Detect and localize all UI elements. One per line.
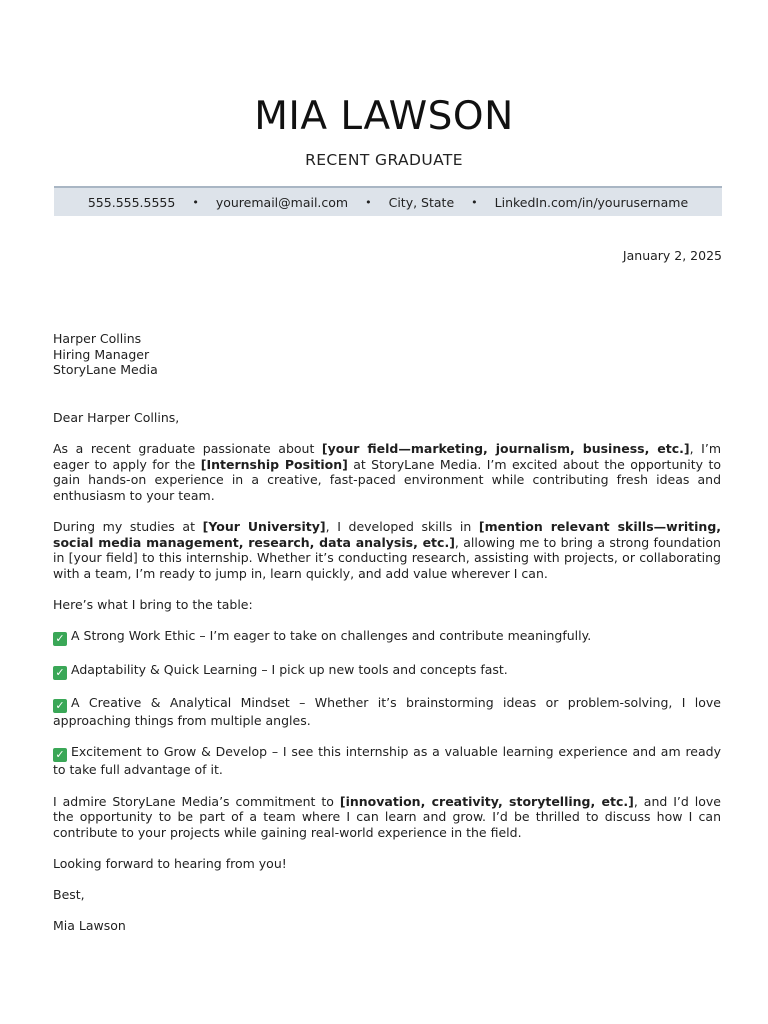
bullet-text: Excitement to Grow & Develop – I see this internship as a valuable learning experience and am ready to take full advantage of it. <box>53 744 721 778</box>
paragraph-intro <box>53 441 721 503</box>
letter-body <box>53 331 721 950</box>
contact-linkedin: LinkedIn.com/in/yourusername <box>494 194 689 210</box>
bullet-text: Adaptability & Quick Learning – I pick up new tools and concepts fast. <box>71 661 508 677</box>
separator-dot: • <box>471 195 478 209</box>
separator-dot: • <box>192 195 199 209</box>
contact-phone: 555.555.5555 <box>87 194 176 210</box>
salutation: Dear Harper Collins, <box>53 409 180 425</box>
paragraph-text: As a recent graduate passionate about <box>53 440 322 456</box>
bullet-text: A Strong Work Ethic – I’m eager to take on challenges and contribute meaningfully. <box>71 628 592 644</box>
checkmark-icon: ✓ <box>53 748 67 762</box>
paragraph-text: During my studies at <box>53 518 203 534</box>
recipient-title: Hiring Manager <box>53 346 150 362</box>
paragraph-text: I admire StoryLane Media’s commitment to <box>53 793 340 809</box>
bullet-item <box>53 744 721 778</box>
paragraph-text: at StoryLane Media. I’m excited about the opportunity to gain hands-on experience in a creative, fast-paced environment while contributing fresh ideas and enthusiasm to your team. <box>53 456 722 503</box>
contact-location: City, State <box>388 194 455 210</box>
bullet-item <box>53 662 721 680</box>
paragraph-text: , I’m eager to apply for the <box>53 440 721 472</box>
contact-email: youremail@mail.com <box>215 194 349 210</box>
bullet-text: A Creative & Analytical Mindset – Whether it’s brainstorming ideas or problem-solving, I love approaching things from multiple angles. <box>53 695 721 729</box>
checkmark-icon: ✓ <box>53 666 67 680</box>
paragraph-text: , allowing me to bring a strong foundation in [your field] to this internship. Whether it’s conducting research, assisting with projects, or collaborating with a team, I’m ready to jump in, learn quickly, and add value wherever I can. <box>53 534 721 581</box>
applicant-role: RECENT GRADUATE <box>305 151 463 169</box>
applicant-name: MIA LAWSON <box>254 94 514 139</box>
recipient-name: Harper Collins <box>53 331 142 346</box>
paragraph-text: , and I’d love the opportunity to be part of a team where I can learn and grow. I’d be thrilled to discuss how I can contribute to your projects while gaining real-world experience in the field. <box>53 793 721 840</box>
placeholder-university: [Your University] <box>202 518 326 534</box>
placeholder-field: [your field—marketing, journalism, business, etc.] <box>321 440 690 456</box>
separator-dot: • <box>365 195 372 209</box>
paragraph-skills <box>53 519 721 581</box>
placeholder-position: [Internship Position] <box>200 456 348 472</box>
bullet-item <box>53 695 721 729</box>
checkmark-icon: ✓ <box>53 632 67 646</box>
placeholder-skills: [mention relevant skills—writing, social media management, research, data analysis, etc.] <box>53 518 722 550</box>
paragraph-text: , I developed skills in <box>325 518 479 534</box>
list-intro: Here’s what I bring to the table: <box>53 596 253 612</box>
contact-bar <box>54 186 722 216</box>
bullet-item <box>53 628 721 646</box>
paragraph-company <box>53 794 721 841</box>
letter-date: January 2, 2025 <box>622 248 722 263</box>
sign-off: Best, <box>53 887 85 903</box>
recipient-company: StoryLane Media <box>53 362 158 378</box>
closing-line: Looking forward to hearing from you! <box>53 856 287 872</box>
signature: Mia Lawson <box>53 918 126 934</box>
placeholder-values: [innovation, creativity, storytelling, etc.] <box>339 793 634 809</box>
checkmark-icon: ✓ <box>53 699 67 713</box>
recipient-block <box>53 331 721 378</box>
